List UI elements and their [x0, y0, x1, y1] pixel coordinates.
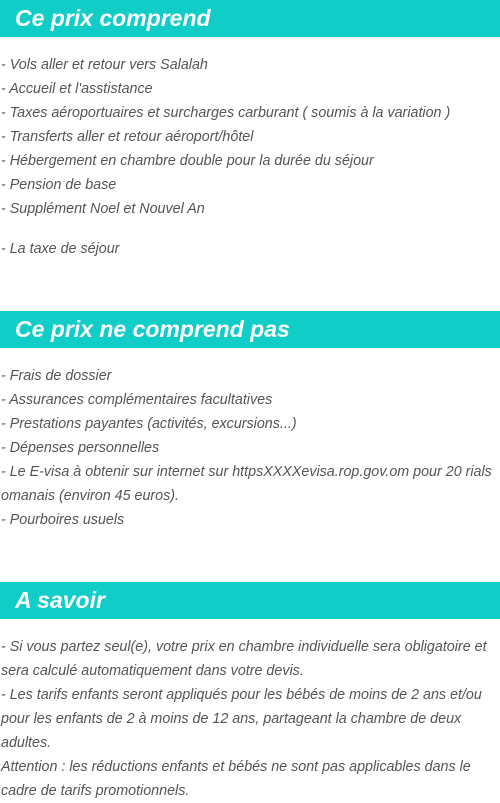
list-item: - Prestations payantes (activités, excursions...) — [1, 416, 297, 432]
list-item: - Assurances complémentaires facultatives — [1, 392, 273, 408]
list-item: - Frais de dossier — [1, 368, 112, 384]
list-item: - Transferts aller et retour aéroport/hôtel — [1, 129, 254, 145]
list-item: - Supplément Noel et Nouvel An — [1, 201, 205, 217]
list-item: Attention : les réductions enfants et bébés ne sont pas applicables dans le cadre de tarifs promotionnels. — [1, 759, 471, 799]
list-item: - Les tarifs enfants seront appliqués pour les bébés de moins de 2 ans et/ou pour les enfants de 2 à moins de 12 ans, partageant la chambre de deux adultes. — [1, 687, 482, 751]
info-list — [0, 635, 500, 803]
list-item: - Hébergement en chambre double pour la durée du séjour — [1, 153, 374, 169]
section-heading-excluded: Ce prix ne comprend pas — [0, 311, 500, 348]
list-item: - Pension de base — [1, 177, 117, 193]
section-heading-info: A savoir — [0, 582, 500, 619]
section-heading-included: Ce prix comprend — [0, 0, 500, 37]
list-item: - Le E-visa à obtenir sur internet sur httpsXXXXevisa.rop.gov.om pour 20 rials omanais (environ 45 euros). — [1, 464, 492, 504]
list-item: - Taxes aéroportuaires et surcharges carburant ( soumis à la variation ) — [1, 105, 451, 121]
list-item: - La taxe de séjour — [1, 241, 120, 257]
list-item: - Si vous partez seul(e), votre prix en chambre individuelle sera obligatoire et sera calculé automatiquement dans votre devis. — [1, 639, 487, 679]
excluded-list — [0, 364, 500, 532]
list-item: - Pourboires usuels — [1, 512, 125, 528]
list-item: - Dépenses personnelles — [1, 440, 160, 456]
list-item: - Vols aller et retour vers Salalah — [1, 57, 208, 73]
included-list — [0, 53, 500, 261]
list-item: - Accueil et l'asstistance — [1, 81, 153, 97]
